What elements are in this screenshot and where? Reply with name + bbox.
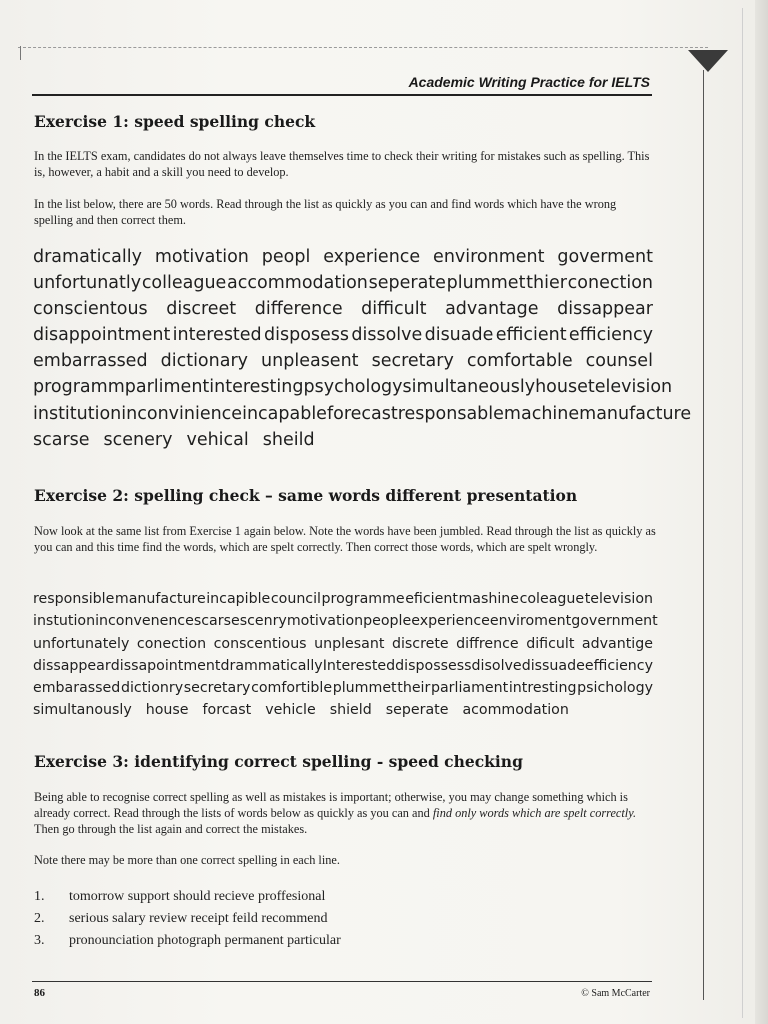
running-header: Academic Writing Practice for IELTS — [408, 74, 650, 90]
word: dissolve — [351, 325, 423, 346]
word: manufacture — [579, 403, 692, 424]
word: disappointment — [33, 325, 171, 346]
word: conscentious — [213, 635, 307, 652]
word: secretary — [183, 680, 251, 697]
word: council — [270, 591, 321, 607]
word: people — [363, 613, 412, 630]
exercise1-title: Exercise 1: speed spelling check — [34, 112, 316, 131]
word: counsel — [585, 351, 653, 372]
word: incapible — [206, 591, 271, 607]
word: colleague — [141, 273, 227, 294]
page-number: 86 — [34, 987, 45, 999]
word: disolve — [471, 657, 522, 674]
list-item-text: tomorrow support should recieve proffesional — [69, 889, 326, 904]
exercise2-line — [33, 610, 658, 632]
header-rule — [32, 94, 652, 96]
word: forecast — [326, 403, 398, 424]
word: diffrence — [456, 635, 519, 652]
word: comfortible — [251, 680, 333, 697]
word: conection — [136, 635, 207, 652]
word: dissapointment — [110, 657, 221, 674]
exercise2-line — [33, 699, 653, 721]
exercise1-line — [33, 401, 692, 427]
word: simultanously — [33, 702, 132, 719]
exercise3-instructions — [34, 789, 656, 837]
word: parliament — [430, 680, 509, 697]
word: house — [145, 702, 189, 719]
exercise1-line — [33, 374, 673, 400]
word: incapable — [242, 403, 327, 424]
list-item-number: 3. — [34, 933, 45, 948]
footer-rule — [32, 981, 652, 982]
word: institution — [33, 403, 122, 424]
word: efficiency — [584, 657, 653, 674]
word: mashine — [458, 591, 520, 607]
word: discreet — [166, 299, 237, 320]
word: dispossess — [395, 657, 472, 674]
scan-edge-line — [18, 47, 708, 48]
word: seperate — [385, 702, 449, 719]
word: plummet — [446, 273, 526, 294]
word: programm — [33, 377, 125, 398]
word: responsible — [33, 591, 115, 607]
word: accommodation — [227, 273, 368, 294]
word: scenery — [103, 429, 173, 450]
exercise1-line — [33, 244, 653, 270]
word: instution — [33, 613, 96, 630]
word: disuade — [424, 325, 494, 346]
exercise3-instructions-b: Then go through the list again and correct the mistakes. — [34, 822, 308, 836]
list-item — [34, 908, 341, 930]
word: interesting — [209, 377, 304, 398]
word: interested — [172, 325, 262, 346]
list-item — [34, 886, 341, 908]
list-item — [34, 930, 341, 952]
word: forcast — [202, 702, 252, 719]
word: scarse — [193, 613, 240, 630]
word: manufacture — [114, 591, 206, 607]
word: inconvenence — [95, 613, 194, 630]
word: inconvinience — [121, 403, 243, 424]
word: secretary — [371, 351, 454, 372]
list-item-number: 2. — [34, 911, 45, 926]
word: dissuade — [521, 657, 585, 674]
exercise3-instructions-a: Being able to recognise correct spelling as well as mistakes is important; otherwise, you may change something which is already correct. Read through the lists of words below as quickly as you can and — [34, 790, 628, 820]
word: drammatically — [220, 657, 323, 674]
word: motivation — [154, 247, 249, 267]
word: advantage — [445, 299, 539, 320]
word: advantige — [581, 635, 653, 652]
word: unplesant — [314, 635, 385, 652]
exercise3-note: Note there may be more than one correct spelling in each line. — [34, 853, 340, 867]
word: eficient — [405, 591, 458, 607]
word: dissappear — [33, 657, 111, 674]
word: efficiency — [568, 325, 653, 346]
word: unfortunatly — [33, 273, 142, 294]
list-item-number: 1. — [34, 889, 45, 904]
word: machine — [503, 403, 580, 424]
exercise2-line — [33, 588, 653, 610]
word: government — [571, 613, 658, 630]
word: dramatically — [33, 247, 142, 267]
exercise2-line — [33, 677, 653, 699]
word: dificult — [526, 635, 575, 652]
word: thier — [526, 273, 567, 294]
word: enviroment — [489, 613, 572, 630]
scan-right-edge — [742, 8, 743, 1018]
word: dissappear — [557, 299, 653, 320]
word: goverment — [557, 247, 653, 267]
word: experience — [323, 247, 421, 267]
exercise1-line — [33, 296, 653, 322]
exercise3-title: Exercise 3: identifying correct spelling - speed checking — [34, 752, 523, 771]
page-right-edge — [703, 70, 704, 1000]
word: disposess — [264, 325, 350, 346]
word: scarse — [33, 429, 90, 450]
word: shield — [329, 702, 372, 719]
word: psichology — [577, 680, 653, 697]
exercise2-line — [33, 655, 653, 677]
word: their — [397, 680, 431, 697]
exercise2-instructions: Now look at the same list from Exercise 1 again below. Note the words have been jumbled. Read through the list as quickly as you can and this time find the words, which are spelt correctly. Then correct those words, which are spelt wrongly. — [34, 524, 656, 554]
word: difficult — [361, 299, 427, 320]
word: television — [584, 591, 653, 607]
word: vehical — [186, 429, 249, 450]
word: peopl — [261, 247, 311, 267]
exercise1-intro: In the IELTS exam, candidates do not always leave themselves time to check their writing for mistakes such as spelling. This is, however, a habit and a skill you need to develop. — [34, 149, 650, 179]
word: parliment — [124, 377, 210, 398]
word: intresting — [508, 680, 577, 697]
word: embarrassed — [33, 351, 148, 372]
word: seperate — [368, 273, 446, 294]
word: comfortable — [466, 351, 573, 372]
list-item-text: pronounciation photograph permanent particular — [69, 933, 341, 948]
word: programme — [321, 591, 405, 607]
list-item-text: serious salary review receipt feild recommend — [69, 911, 328, 926]
exercise2-word-list — [33, 588, 658, 722]
word: discrete — [391, 635, 449, 652]
word: difference — [254, 299, 343, 320]
word: television — [587, 377, 673, 398]
word: psychology — [303, 377, 403, 398]
word: conscientous — [33, 299, 148, 320]
word: dictionry — [120, 680, 184, 697]
exercise3-instructions-emphasis: find only words which are spelt correctly. — [432, 806, 637, 820]
word: sheild — [262, 429, 315, 450]
exercise1-word-list — [33, 244, 692, 453]
exercise1-line — [33, 322, 653, 348]
exercise2-line — [33, 633, 653, 655]
word: scenry — [239, 613, 287, 630]
exercise1-line — [33, 427, 653, 453]
exercise2-title: Exercise 2: spelling check – same words different presentation — [34, 486, 578, 505]
word: plummet — [332, 680, 397, 697]
word: unpleasent — [261, 351, 359, 372]
word: Interested — [322, 657, 396, 674]
word: experience — [411, 613, 490, 630]
word: embarassed — [33, 680, 121, 697]
exercise3-list — [34, 886, 341, 952]
word: efficient — [495, 325, 567, 346]
word: house — [535, 377, 588, 398]
word: unfortunately — [33, 635, 130, 652]
exercise1-instructions: In the list below, there are 50 words. Read through the list as quickly as you can and find words which have the wrong spelling and then correct them. — [34, 197, 617, 227]
scan-edge-tick — [20, 46, 21, 60]
word: simultaneously — [402, 377, 536, 398]
page-corner-mark — [688, 50, 728, 72]
binding-shadow — [755, 0, 768, 1024]
exercise1-line — [33, 270, 653, 296]
word: conection — [567, 273, 653, 294]
word: responsable — [397, 403, 504, 424]
word: environment — [433, 247, 545, 267]
word: acommodation — [462, 702, 569, 719]
word: dictionary — [160, 351, 248, 372]
word: motivation — [286, 613, 364, 630]
copyright: © Sam McCarter — [581, 988, 650, 999]
word: vehicle — [265, 702, 316, 719]
word: coleague — [519, 591, 585, 607]
exercise1-line — [33, 348, 653, 374]
